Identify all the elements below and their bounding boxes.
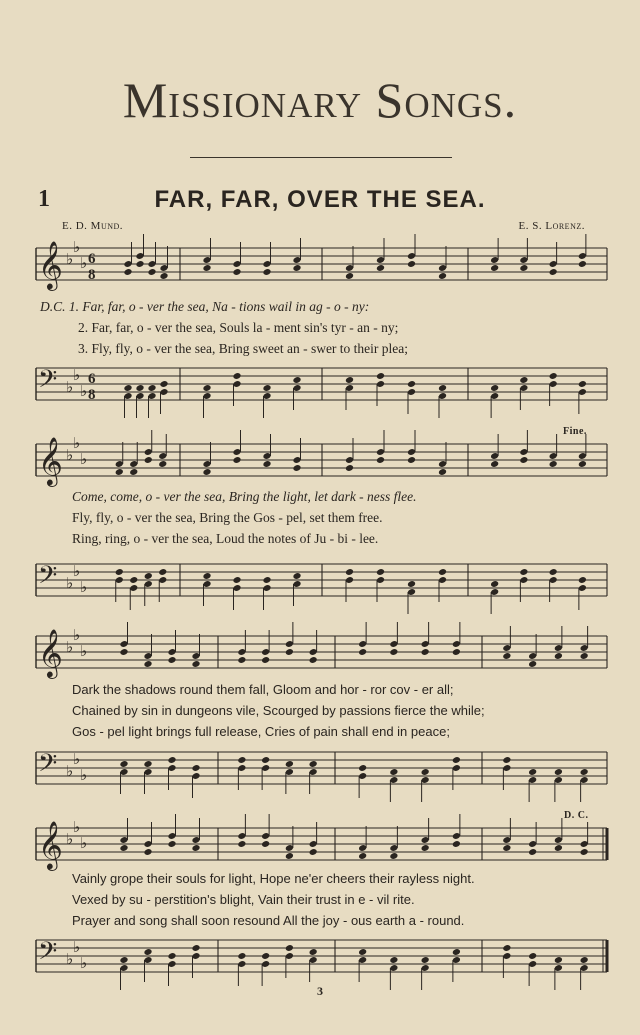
flat-icon: ♭	[80, 382, 88, 400]
system-3-bass-staff	[30, 744, 610, 800]
fine-marking: Fine.	[563, 426, 587, 437]
verse-1-line: Dark the shadows round them fall, Gloom and hor - ror cov - er all;	[72, 682, 454, 697]
note-head	[438, 568, 447, 576]
note-head	[452, 648, 461, 656]
note-head	[285, 944, 294, 952]
flat-icon: ♭	[80, 450, 88, 468]
note-head	[407, 580, 416, 588]
note-head	[167, 656, 176, 664]
verse-1-line: D.C. 1. Far, far, o - ver the sea, Na - tions wail in ag - o - ny:	[40, 299, 370, 314]
note-head	[519, 376, 528, 384]
note-head	[389, 852, 398, 860]
note-head	[407, 456, 416, 464]
note-head	[143, 848, 152, 856]
note-head	[490, 460, 499, 468]
note-head	[135, 260, 144, 268]
verse-2-line: Fly, fly, o - ver the sea, Bring the Gos - pel, set them free.	[72, 510, 383, 525]
note-head	[119, 648, 128, 656]
note-head	[143, 760, 152, 768]
note-head	[376, 372, 385, 380]
note-head	[580, 956, 589, 964]
flat-icon: ♭	[66, 762, 74, 780]
note-head	[115, 568, 124, 576]
note-head	[358, 852, 367, 860]
system-1-lyrics	[40, 296, 610, 359]
note-head	[261, 840, 270, 848]
flat-icon: ♭	[73, 818, 81, 836]
flat-icon: ♭	[80, 766, 88, 784]
note-head	[232, 456, 241, 464]
flat-icon: ♭	[66, 574, 74, 592]
note-head	[309, 948, 318, 956]
flat-icon: ♭	[66, 950, 74, 968]
note-head	[119, 956, 128, 964]
note-head	[554, 652, 563, 660]
note-head	[191, 844, 200, 852]
note-head	[144, 572, 153, 580]
note-head	[580, 768, 589, 776]
note-head	[376, 264, 385, 272]
bass-clef-icon: 𝄢	[38, 937, 58, 972]
bass-clef-icon: 𝄢	[38, 749, 58, 784]
note-head	[292, 376, 301, 384]
note-head	[438, 272, 447, 280]
note-head	[237, 656, 246, 664]
bass-clef-icon: 𝄢	[38, 365, 58, 400]
note-head	[143, 660, 152, 668]
note-head	[389, 956, 398, 964]
note-head	[202, 264, 211, 272]
note-head	[285, 648, 294, 656]
note-head	[452, 948, 461, 956]
note-head	[358, 648, 367, 656]
time-signature-top: 6	[88, 251, 96, 267]
note-head	[158, 460, 167, 468]
system-2-lyrics	[72, 486, 640, 549]
note-head	[147, 384, 156, 392]
verse-2-line: Chained by sin in dungeons vile, Scourged by passions fierce the while;	[72, 703, 485, 718]
verse-3-line: 3. Fly, fly, o - ver the sea, Bring sweet an - swer to their plea;	[78, 341, 409, 356]
note-head	[519, 456, 528, 464]
flat-icon: ♭	[80, 578, 88, 596]
system-1-bass-staff	[30, 360, 610, 416]
note-head	[261, 756, 270, 764]
note-head	[309, 760, 318, 768]
note-head	[490, 264, 499, 272]
flat-icon: ♭	[66, 830, 74, 848]
note-head	[358, 948, 367, 956]
note-head	[119, 760, 128, 768]
note-head	[158, 568, 167, 576]
note-head	[580, 652, 589, 660]
note-head	[407, 380, 416, 388]
note-head	[549, 268, 558, 276]
note-head	[490, 384, 499, 392]
verse-3-line: Prayer and song shall soon resound All the joy - ous earth a - round.	[72, 913, 465, 928]
page-number: 3	[317, 984, 323, 998]
note-head	[421, 956, 430, 964]
note-head	[578, 460, 587, 468]
flat-icon: ♭	[73, 562, 81, 580]
note-head	[376, 568, 385, 576]
note-head	[345, 376, 354, 384]
hymn-number: 1	[38, 186, 50, 212]
note-head	[119, 844, 128, 852]
note-head	[438, 384, 447, 392]
note-head	[309, 848, 318, 856]
note-head	[502, 844, 511, 852]
note-head	[191, 660, 200, 668]
note-head	[578, 576, 587, 584]
note-head	[554, 768, 563, 776]
note-head	[549, 372, 558, 380]
note-head	[345, 272, 354, 280]
note-head	[345, 464, 354, 472]
dc-marking: D. C.	[564, 810, 589, 821]
treble-clef-icon: 𝄞	[38, 436, 63, 485]
note-head	[452, 840, 461, 848]
system-2-bass-staff	[30, 556, 610, 612]
treble-clef-icon: 𝄞	[38, 628, 63, 677]
note-head	[549, 568, 558, 576]
verse-1-line: Vainly grope their souls for light, Hope ne'er cheers their rayless night.	[72, 871, 475, 886]
note-head	[554, 844, 563, 852]
system-4-bass-staff	[30, 932, 610, 988]
note-head	[502, 944, 511, 952]
note-head	[490, 580, 499, 588]
system-2-treble-staff	[30, 436, 610, 492]
note-head	[528, 848, 537, 856]
note-head	[237, 952, 246, 960]
music-credit: E. S. Lorenz.	[518, 220, 585, 232]
note-head	[115, 468, 124, 476]
note-head	[159, 272, 168, 280]
flat-icon: ♭	[73, 238, 81, 256]
note-head	[285, 760, 294, 768]
flat-icon: ♭	[66, 250, 74, 268]
note-head	[232, 576, 241, 584]
note-head	[232, 268, 241, 276]
note-head	[123, 384, 132, 392]
note-head	[262, 268, 271, 276]
note-head	[309, 656, 318, 664]
verse-1-line: Come, come, o - ver the sea, Bring the light, let dark - ness flee.	[72, 489, 417, 504]
note-head	[528, 660, 537, 668]
note-head	[147, 268, 156, 276]
words-credit: E. D. Mund.	[62, 220, 124, 232]
note-head	[292, 464, 301, 472]
verse-2-line: Vexed by su - perstition's blight, Vain their trust in e - vil rite.	[72, 892, 415, 907]
note-head	[261, 656, 270, 664]
title-rule	[190, 157, 452, 158]
note-head	[167, 840, 176, 848]
note-head	[407, 260, 416, 268]
note-head	[452, 756, 461, 764]
note-head	[389, 648, 398, 656]
note-head	[519, 568, 528, 576]
system-4-lyrics	[72, 868, 640, 931]
note-head	[159, 380, 168, 388]
note-head	[421, 648, 430, 656]
note-head	[578, 260, 587, 268]
system-3-lyrics	[72, 679, 640, 742]
hymn-title: FAR, FAR, OVER THE SEA.	[154, 186, 486, 213]
note-head	[167, 756, 176, 764]
note-head	[129, 576, 138, 584]
time-signature-bottom: 8	[88, 267, 96, 283]
flat-icon: ♭	[80, 254, 88, 272]
flat-icon: ♭	[66, 446, 74, 464]
note-head	[554, 956, 563, 964]
flat-icon: ♭	[73, 366, 81, 384]
note-head	[232, 372, 241, 380]
note-head	[292, 264, 301, 272]
system-1-treble-staff	[30, 240, 610, 296]
note-head	[262, 576, 271, 584]
note-head	[345, 568, 354, 576]
note-head	[262, 384, 271, 392]
flat-icon: ♭	[80, 642, 88, 660]
note-head	[202, 468, 211, 476]
flat-icon: ♭	[80, 954, 88, 972]
flat-icon: ♭	[66, 638, 74, 656]
note-head	[376, 456, 385, 464]
flat-icon: ♭	[73, 434, 81, 452]
note-head	[528, 952, 537, 960]
verse-3-line: Gos - pel light brings full release, Cries of pain shall end in peace;	[72, 724, 450, 739]
note-head	[237, 756, 246, 764]
note-head	[262, 460, 271, 468]
section-title: Missionary Songs.	[122, 72, 518, 128]
note-head	[528, 768, 537, 776]
note-head	[123, 268, 132, 276]
note-head	[438, 468, 447, 476]
verse-2-line: 2. Far, far, o - ver the sea, Souls la - ment sin's tyr - an - ny;	[78, 320, 399, 335]
note-head	[421, 844, 430, 852]
note-head	[389, 768, 398, 776]
note-head	[358, 764, 367, 772]
bass-clef-icon: 𝄢	[38, 561, 58, 596]
note-head	[144, 456, 153, 464]
note-head	[578, 380, 587, 388]
time-signature-top: 6	[88, 371, 96, 387]
note-head	[261, 952, 270, 960]
flat-icon: ♭	[73, 938, 81, 956]
treble-clef-icon: 𝄞	[38, 820, 63, 869]
flat-icon: ♭	[80, 834, 88, 852]
note-head	[549, 460, 558, 468]
flat-icon: ♭	[66, 378, 74, 396]
note-head	[129, 468, 138, 476]
note-head	[292, 572, 301, 580]
note-head	[167, 952, 176, 960]
note-head	[202, 384, 211, 392]
flat-icon: ♭	[73, 626, 81, 644]
note-head	[502, 756, 511, 764]
note-head	[421, 768, 430, 776]
note-head	[580, 848, 589, 856]
note-head	[502, 652, 511, 660]
time-signature-bottom: 8	[88, 387, 96, 403]
verse-3-line: Ring, ring, o - ver the sea, Loud the notes of Ju - bi - lee.	[72, 531, 379, 546]
note-head	[202, 572, 211, 580]
note-head	[519, 264, 528, 272]
system-3-treble-staff	[30, 628, 610, 684]
note-head	[143, 948, 152, 956]
flat-icon: ♭	[73, 750, 81, 768]
note-head	[285, 852, 294, 860]
note-head	[237, 840, 246, 848]
note-head	[191, 764, 200, 772]
note-head	[135, 384, 144, 392]
treble-clef-icon: 𝄞	[38, 240, 63, 289]
note-head	[191, 944, 200, 952]
